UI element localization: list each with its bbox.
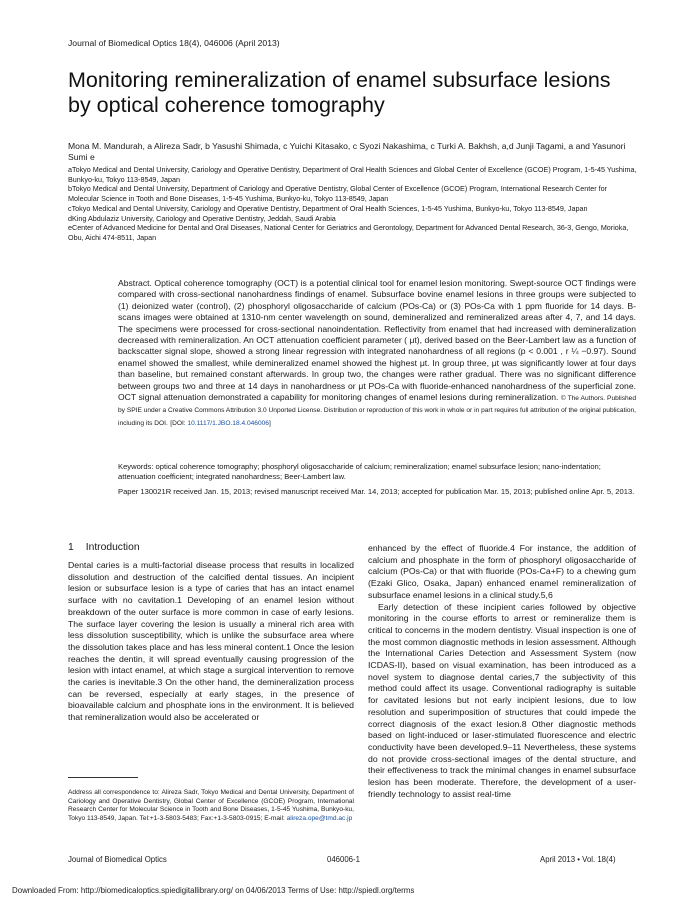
paragraph-continued: enhanced by the effect of fluoride.4 For instance, the addition of calcium and phosphate in the form of phosphoryl oligosaccharide of calcium (POs-Ca) or that with fluoride (POs-Ca+F) to a chewing gum (Ezaki Glico, Osaka, Japan) enhanced enamel remineralization of subsurface enamel lesions in a clinical study.5,6	[368, 543, 636, 600]
doi-suffix: ]	[268, 419, 271, 427]
body-column-right	[368, 543, 636, 800]
correspondence-text: Address all correspondence to: Alireza Sadr, Tokyo Medical and Dental University, Department of Cariology and Operative Dentistry, Global Center of Excellence (GCOE) Program, International Research Center for Molecular Science in Tooth and Bone Diseases, 1-5-45 Yushima, Bunkyo-ku, Tokyo 113-8549, Japan. Tel:+1-3-5803-5483; Fax:+1-3-5803-0915; E-mail:	[68, 789, 354, 822]
section-heading	[68, 542, 140, 553]
footer-page-number: 046006-1	[327, 855, 360, 864]
body-column-left: Dental caries is a multi-factorial disease process that results in localized dissolution and destruction of the calcified dental tissues. An incipient lesion or subsurface lesion is a type of caries that has an intact enamel surface with no cavitation.1 Developing of an enamel lesion without breakdown of the outer surface is more common in case of early lesions. The surface layer covering the lesion is usually a mineral rich area with less dissolution susceptibility, which is unlike the subsurface area where the dissolution takes place and has less mineral content.1 Once the lesion reaches the dentin, it will spread eventually causing progression of the lesion with intact enamel, at which stage a surgical intervention to remove the caries is inevitable.3 On the other hand, the demineralization process can be reversed, especially at early stages, in the presence of bioavailable calcium and phosphate ions in the environment. It is believed that remineralization would also be accelerated or	[68, 560, 354, 723]
doi-link[interactable]: 10.1117/1.JBO.18.4.046006	[187, 419, 269, 427]
affiliation-d: dKing Abdulaziz University, Cariology and Operative Dentistry, Jeddah, Saudi Arabia	[68, 213, 336, 223]
license-note: © The Authors. Published by SPIE under a Creative Commons Attribution 3.0 Unported License. Distribution or reproduction of this work in whole or in part requires full attribution of the original publication, including its DOI.	[118, 395, 637, 427]
abstract-text: Abstract. Optical coherence tomography (OCT) is a potential clinical tool for enamel lesion monitoring. Swept-source OCT findings were compared with cross-sectional nanohardness findings of enamel. Subsurface bovine enamel lesions in three groups were subjected to (1) deionized water (control), (2) phosphoryl oligosaccharide of calcium (POs-Ca) or (3) POs-Ca with 1 ppm fluoride for 14 days. B-scans images were obtained at 1310-nm center wavelength on sound, demineralized and remineralized areas after 4, 7, and 14 days. The specimens were processed for cross-sectional nanoindentation. Reflectivity from enamel that had increased with demineralization decreased with remineralization. An OCT attenuation coefficient parameter ( μt), derived based on the Beer-Lambert law as a function of backscatter signal slope, showed a strong linear regression with integrated nanohardness of all regions (p < 0.001 , r ¼ −0.97). Sound enamel showed the smallest, while demineralized enamel showed the highest μt. In group three, μt was significantly lower at four days than baseline, but remained constant afterwards. In group two, the changes were rather gradual. There was no significant difference between groups two and three at 14 days in nanohardness or μt POs-Ca with fluoride-enhanced nanohardness of the superficial zone. OCT signal attenuation demonstrated a capability for monitoring changes of enamel lesions during remineralization.	[118, 278, 636, 403]
doi-prefix: [DOI:	[170, 419, 188, 427]
paragraph: Early detection of these incipient caries followed by objective monitoring in the course efforts to arrest or remineralize them is critical to concerns in the modern dentistry. Visual inspection is one of the most common diagnostic methods in lesion assessment. Although the International Caries Detection and Assessment System (now ICDAS-II), based on visual examination, has been introduced as a novel system to diagnose dental caries,7 the subjectivity of this method could affect its usage. Conventional radiography is suitable for cavitated lesions but not early incipient lesions, due to low resolution and superimposition of structures that could impede the correct diagnosis of the exact lesion.8 Other diagnostic methods based on light-induced or laser-stimulated fluorescence and electric conductivity have been developed.9–11 Nevertheless, these systems do not provide cross-sectional images of the dental structure, and their effectiveness to track the minimal changes in enamel subsurface lesion has been moderate. Therefore, the development of a user-friendly technology to assist real-time	[368, 601, 637, 799]
correspondence-email[interactable]: alireza.ope@tmd.ac.jp	[286, 814, 353, 822]
affiliation-c: cTokyo Medical and Dental University, Cariology and Operative Dentistry, Department of Oral Health Sciences, 1-5-45 Yushima, Bunkyo-ku, Tokyo 113-8549, Japan	[68, 203, 588, 213]
affiliations	[68, 165, 638, 243]
footer-issue: April 2013 • Vol. 18(4)	[540, 855, 616, 864]
section-title: Introduction	[85, 542, 140, 553]
footer-journal: Journal of Biomedical Optics	[68, 855, 167, 864]
paper-title: Monitoring remineralization of enamel subsurface lesions by optical coherence tomography	[68, 68, 611, 117]
affiliation-b: bTokyo Medical and Dental University, Department of Cariology and Operative Dentistry, Global Center of Excellence (GCOE) Program, International Research Center for Molecular Science in Tooth and Bone Diseases, 1-5-45 Yushima, Bunkyo-ku, Tokyo 113-8549, Japan	[68, 184, 608, 204]
affiliation-e: eCenter of Advanced Medicine for Dental and Oral Diseases, National Center for Geriatrics and Gerontology, Department for Advanced Dental Research, 36-3, Gengo, Morioka, Obu, Aichi 474-8511, Japan	[68, 223, 629, 242]
section-number: 1	[68, 542, 74, 553]
correspondence-note	[68, 789, 354, 823]
download-notice: Downloaded From: http://biomedicaloptics.spiedigitallibrary.org/ on 04/06/2013 Terms of Use: http://spiedl.org/terms	[12, 886, 415, 895]
footnote-divider	[68, 777, 138, 778]
received-dates: Paper 130021R received Jan. 15, 2013; revised manuscript received Mar. 14, 2013; accepted for publication Mar. 15, 2013; published online Apr. 5, 2013.	[118, 487, 635, 496]
abstract	[118, 278, 636, 429]
keywords: Keywords: optical coherence tomography; phosphoryl oligosaccharide of calcium; remineralization; enamel subsurface lesion; nano-indentation; attenuation coefficient; integrated nanohardness; Beer-Lambert law.	[118, 462, 601, 482]
affiliation-a: aTokyo Medical and Dental University, Cariology and Operative Dentistry, Department of Oral Health Sciences and Global Center of Excellence (GCOE) Program, 1-5-45 Yushima, Bunkyo-ku, Tokyo 113-8549, Japan	[68, 165, 637, 184]
journal-header: Journal of Biomedical Optics 18(4), 046006 (April 2013)	[68, 38, 280, 48]
author-list: Mona M. Mandurah, a Alireza Sadr, b Yasushi Shimada, c Yuichi Kitasako, c Syozi Nakashima, c Turki A. Bakhsh, a,d Junji Tagami, a and Yasunori Sumi e	[68, 141, 626, 162]
